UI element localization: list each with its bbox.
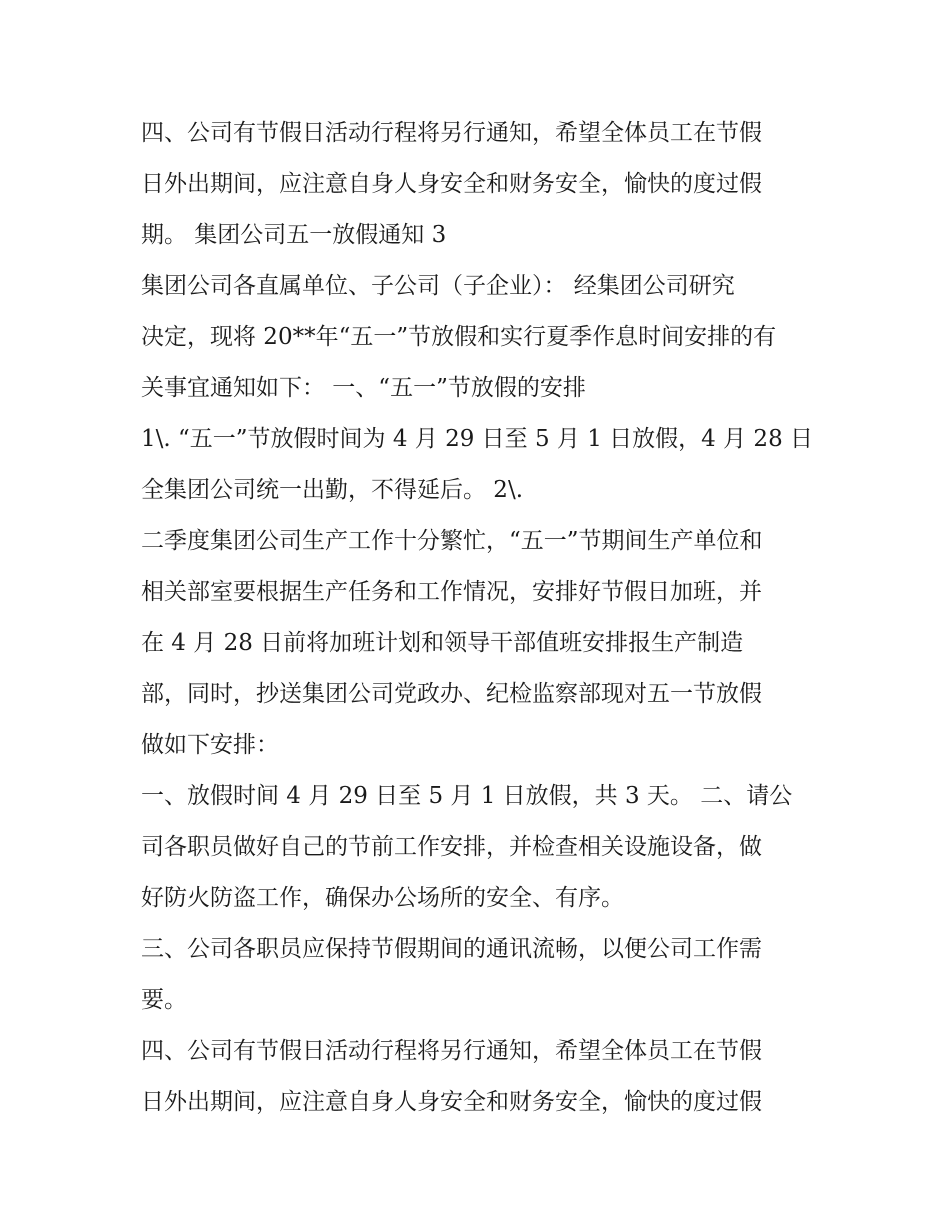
text-line: 要。 — [141, 987, 187, 1013]
text-line: 三、公司各职员应保持节假期间的通讯流畅，以便公司工作需 — [141, 936, 762, 962]
text-line: 相关部室要根据生产任务和工作情况，安排好节假日加班，并 — [141, 579, 762, 605]
text-line: 期。 集团公司五一放假通知 3 — [141, 222, 447, 248]
text-line: 决定，现将 20**年“五一”节放假和实行夏季作息时间安排的有 — [141, 324, 777, 350]
text-line: 一、放假时间 4 月 29 日至 5 月 1 日放假，共 3 天。 二、请公 — [141, 783, 793, 809]
text-line: 二季度集团公司生产工作十分繁忙，“五一”节期间生产单位和 — [141, 528, 763, 554]
text-line: 好防火防盗工作，确保办公场所的安全、有序。 — [141, 885, 624, 911]
text-line: 司各职员做好自己的节前工作安排，并检查相关设施设备，做 — [141, 834, 762, 860]
document-body — [141, 108, 821, 1128]
text-line: 做如下安排： — [141, 732, 279, 758]
text-line: 四、公司有节假日活动行程将另行通知，希望全体员工在节假 — [141, 1038, 762, 1064]
text-line: 日外出期间，应注意自身人身安全和财务安全，愉快的度过假 — [141, 1089, 762, 1115]
text-line: 1\. “五一”节放假时间为 4 月 29 日至 5 月 1 日放假，4 月 28 日 — [141, 426, 814, 452]
text-line: 集团公司各直属单位、子公司（子企业）： 经集团公司研究 — [141, 273, 735, 299]
text-line: 四、公司有节假日活动行程将另行通知，希望全体员工在节假 — [141, 120, 762, 146]
text-line: 日外出期间，应注意自身人身安全和财务安全，愉快的度过假 — [141, 171, 762, 197]
text-line: 关事宜通知如下： 一、“五一”节放假的安排 — [141, 375, 586, 401]
text-line: 全集团公司统一出勤，不得延后。 2\. — [141, 477, 524, 503]
text-line: 部，同时，抄送集团公司党政办、纪检监察部现对五一节放假 — [141, 681, 762, 707]
text-line: 在 4 月 28 日前将加班计划和领导干部值班安排报生产制造 — [141, 630, 744, 656]
